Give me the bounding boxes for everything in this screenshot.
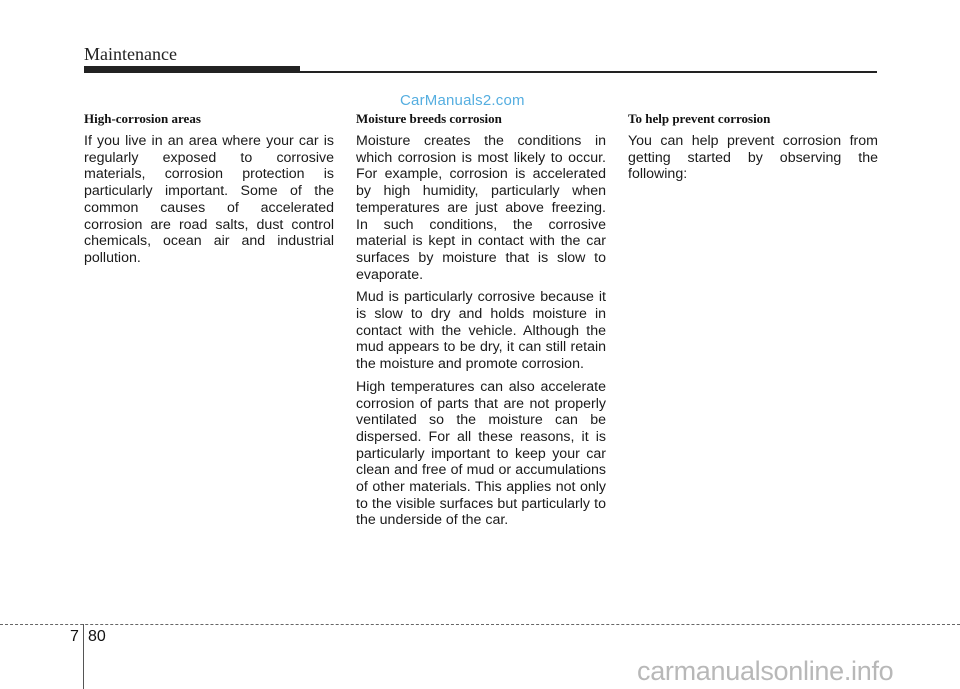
header-rule-thick [84,66,300,73]
heading-moisture-breeds-corrosion: Moisture breeds corrosion [356,111,502,126]
watermark-top: CarManuals2.com [400,92,525,109]
watermark-bottom: carmanualsonline.info [637,656,894,686]
paragraph: Mud is particularly corrosive because it is slow to dry and holds moisture in contact with the vehicle. Although the mud appears to be dry, it can still retain the moisture and promote corrosion. [356,289,606,373]
header-rule-thin [300,71,877,73]
paragraph: You can help prevent corrosion from getting started by observing the following: [628,133,878,183]
paragraph: High temperatures can also accelerate corrosion of parts that are not properly ventilated so the moisture can be dispersed. For all these reasons, it is particularly important to keep your car clean and free of mud or accumulations of other materials. This applies not only to the visible surfaces but particularly to the underside of the car. [356,378,606,529]
footer-vertical-rule [83,624,84,689]
column-help-prevent-corrosion [628,111,878,189]
column-high-corrosion-areas [84,111,334,273]
section-title: Maintenance [84,44,177,64]
chapter-number: 7 [70,628,79,645]
footer-dashed-rule [0,624,960,625]
column-moisture-breeds-corrosion [356,111,606,535]
paragraph: If you live in an area where your car is regularly exposed to corrosive materials, corrosion protection is particularly important. Some of the common causes of accelerated corrosion are road salts, dust control chemicals, ocean air and industrial pollution. [84,133,334,266]
heading-help-prevent-corrosion: To help prevent corrosion [628,111,771,126]
paragraph: Moisture creates the conditions in which corrosion is most likely to occur. For example, corrosion is accelerated by high humidity, particularly when temperatures are just above freezing. In such conditions, the corrosive material is kept in contact with the car surfaces by moisture that is slow to evaporate. [356,133,606,283]
heading-high-corrosion-areas: High-corrosion areas [84,111,201,126]
page-number: 80 [88,628,106,645]
